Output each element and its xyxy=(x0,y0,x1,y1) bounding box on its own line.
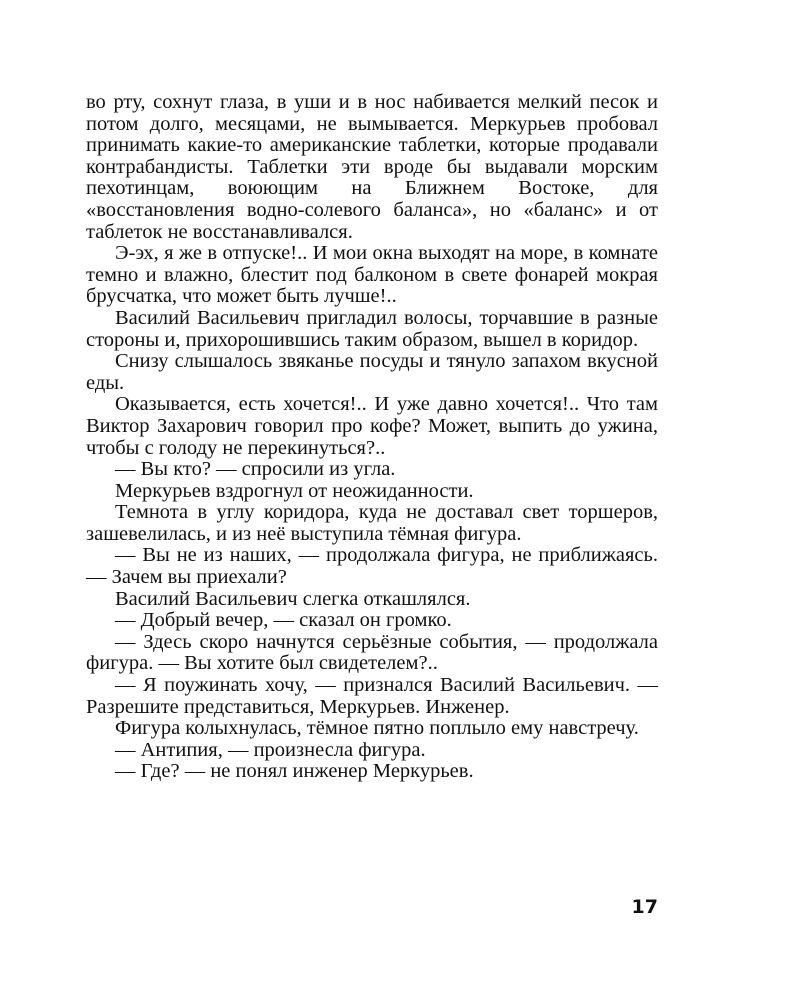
paragraph: Снизу слышалось звяканье посуды и тянуло запахом вкусной еды. xyxy=(86,350,658,394)
paragraph: — Где? — не понял инженер Меркурьев. xyxy=(115,760,474,783)
page-number: 17 xyxy=(631,896,658,918)
paragraph: — Антипия, — произнесла фигура. xyxy=(115,738,426,761)
paragraph: — Здесь скоро начнутся серьёзные события, — продолжала фигура. — Вы хотите был свидетелем?.. xyxy=(86,630,658,675)
paragraph: Оказывается, есть хочется!.. И уже давно хочется!.. Что там Виктор Захарович говорил про кофе? Может, выпить до ужина, чтобы с голоду не перекинуться?.. xyxy=(86,393,658,459)
paragraph: Э-эх, я же в отпуске!.. И мои окна выходят на море, в комнате темно и влажно, блестит под балконом в свете фонарей мокрая брусчатка, что может быть лучше!.. xyxy=(86,242,658,308)
paragraph: Василий Васильевич слегка откашлялся. xyxy=(115,587,471,610)
paragraph: — Вы кто? — спросили из угла. xyxy=(115,458,396,481)
paragraph: Меркурьев вздрогнул от неожиданности. xyxy=(115,479,474,502)
body-text xyxy=(86,92,658,783)
paragraph: — Добрый вечер, — сказал он громко. xyxy=(115,609,452,632)
paragraph: Фигура колыхнулась, тёмное пятно поплыло ему навстречу. xyxy=(115,717,639,740)
paragraph: — Я поужинать хочу, — признался Василий Васильевич. — Разрешите представиться, Меркурьев. Инженер. xyxy=(86,674,658,718)
paragraph: — Вы не из наших, — продолжала фигура, не приближаясь. — Зачем вы приехали? xyxy=(86,544,658,589)
paragraph: Василий Васильевич пригладил волосы, торчавшие в разные стороны и, прихорошившись таким образом, вышел в коридор. xyxy=(86,306,658,351)
paragraph: во рту, сохнут глаза, в уши и в нос набивается мелкий песок и потом долго, месяцами, не вымывается. Меркурьев пробовал принимать какие-то американские таблетки, которые продавали контрабандисты. Таблетки эти вроде бы выдавали морским пехотинцам, воюющим на Ближнем Востоке, для «восстановления водно-солевого баланса», но «баланс» и от таблеток не восстанавливался. xyxy=(86,91,658,243)
paragraph: Темнота в углу коридора, куда не доставал свет торшеров, зашевелилась, и из неё выступила тёмная фигура. xyxy=(86,501,658,545)
